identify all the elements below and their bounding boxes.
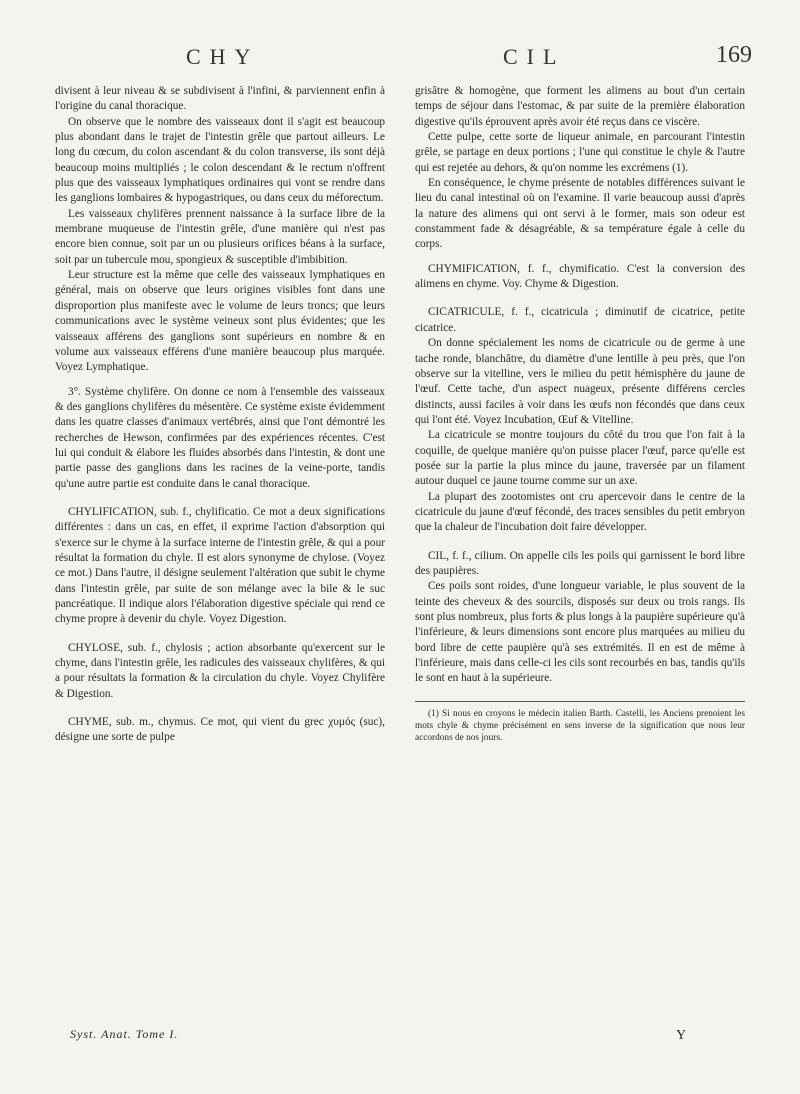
header-right: CIL [503, 44, 566, 69]
entry-cil: CIL, f. f., cilium. On appelle cils les poils qui garnissent le bord libre des paupières. [415, 549, 745, 577]
paragraph: Cette pulpe, cette sorte de liqueur animale, en parcourant l'intestin grêle, se partage en deux portions ; l'une qui constitue le chyle & l'autre qui est rejetée au dehors, & qu'on nomme les excrémens (1). [415, 131, 745, 174]
paragraph: En conséquence, le chyme présente de notables différences suivant le lieu du canal intestinal où on l'examine. Il varie beaucoup aussi d'après la nature des alimens qui ont servi à le former, mais son odeur est constamment fade & désagréable, & sa température égale à celle du corps. [415, 177, 745, 251]
left-column [55, 84, 385, 746]
footer-volume: Syst. Anat. Tome I. [70, 1027, 179, 1041]
paragraph: 3°. Système chylifère. On donne ce nom à l'ensemble des vaisseaux & des ganglions chylifères du mésentère. Ce système existe évidemment dans les quatre classes d'animaux vertébrés, ainsi que l'ont démontré les recherches de Hewson, confirmées par des expériences récentes. C'est lui qui conduit & élabore les fluides absorbés dans l'intestin, & dont une partie passe des ganglions dans les racines de la veine-porte, tandis qu'une autre partie est conduite dans le canal thoracique. [55, 385, 385, 490]
signature-mark: Y [676, 1028, 687, 1043]
entry-chymification: CHYMIFICATION, f. f., chymificatio. C'est la conversion des alimens en chyme. Voy. Chyme & Digestion. [415, 262, 745, 291]
paragraph: Les vaisseaux chylifères prennent naissance à la surface libre de la membrane muqueuse de l'intestin grêle, d'une manière qui n'est pas encore bien connue, soit par un ou plusieurs orifices béans à la surface, soit par un tubercule mou, spongieux & susceptible d'imbibition. [55, 207, 385, 266]
running-header [0, 44, 800, 80]
paragraph: On observe que le nombre des vaisseaux dont il s'agit est beaucoup plus abondant dans le trajet de l'intestin grêle que partout ailleurs. Le long du cœcum, du colon ascendant & du colon transverse, ils sont déjà beaucoup moins multipliés ; le colon descendant & le rectum n'offrent plus que des vaisseaux lymphatiques ordinaires qui vont se rendre dans les ganglions lombaires & hypogastriques, ou dans ceux du méforectum. [55, 115, 385, 205]
paragraph: Leur structure est la même que celle des vaisseaux lymphatiques en général, mais on observe que leurs origines visibles font dans une disproportion plus manifeste avec le volume de leurs troncs; que leurs communications avec le système veineux sont plus évidentes; que les vaisseaux afférens des ganglions sont supérieurs en nombre & en volume aux vaisseaux efférens d'une manière beaucoup plus marquée. Voyez Lymphatique. [55, 269, 385, 374]
footnote: (1) Si nous en croyons le médecin italien Barth. Castelli, les Anciens prenoient les mots chyle & chyme précisément en sens inverse de la signification que nous leur accordons de nos jours. [415, 708, 745, 743]
entry-chyme: CHYME, sub. m., chymus. Ce mot, qui vient du grec χυμός (suc), désigne une sorte de pulpe [55, 716, 385, 744]
header-left: CHY [186, 44, 260, 69]
entry-cicatricule: CICATRICULE, f. f., cicatricula ; diminutif de cicatrice, petite cicatrice. [415, 306, 745, 334]
footnote-rule [415, 701, 745, 702]
paragraph: Ces poils sont roides, d'une longueur variable, le plus souvent de la teinte des cheveux & des sourcils, disposés sur deux ou trois rangs. Ils sont plus nombreux, plus forts & plus longs à la paupière supérieure qu'à l'inférieure, & leurs dimensions sont encore plus marquées au milieu du bord libre de cette paupière qu'à ses extrémités. Il en est de même à l'inférieure, mais dans celle-ci les cils sont recourbés en bas, tandis qu'ils le sont en haut à la supérieure. [415, 580, 745, 685]
paragraph: grisâtre & homogène, que forment les alimens au bout d'un certain temps de séjour dans l'estomac, & par suite de la première élaboration digestive qu'ils éprouvent après avoir été reçus dans ce viscère. [415, 85, 745, 128]
paragraph: La plupart des zootomistes ont cru apercevoir dans le centre de la cicatricule du jaune d'œuf fécondé, des traces sensibles du petit embryon que la chaleur de l'incubation doit faire développer. [415, 490, 745, 534]
paragraph: divisent à leur niveau & se subdivisent à l'infini, & parviennent enfin à l'origine du canal thoracique. [55, 85, 385, 113]
entry-chylification: CHYLIFICATION, sub. f., chylificatio. Ce mot a deux significations différentes : dans un cas, en effet, il exprime l'action d'absorption qui s'exerce sur le chyme à la surface interne de l'intestin grêle, & qui a pour résultat la formation du chyle. Il est alors synonyme de chylose. (Voyez ce mot.) Dans l'autre, il désigne seulement l'altération que subit le chyme dans l'intestin grêle, par suite de son mélange avec la bile & le suc pancréatique. Il indique alors l'élaboration digestive spéciale qui rend ce chyme propre à devenir du chyle. Voyez Digestion. [55, 505, 386, 626]
right-column [415, 84, 745, 744]
paragraph: La cicatricule se montre toujours du côté du trou que l'on fait à la coquille, de quelque manière qu'on puisse placer l'œuf, parce qu'elle est posée sur la partie la plus mince du jaune, traversée par un filament autour duquel ce jaune tourne comme sur un axe. [415, 429, 745, 488]
entry-chylose: CHYLOSE, sub. f., chylosis ; action absorbante qu'exercent sur le chyme, dans l'intestin grêle, les radicules des vaisseaux chylifères, & qui a pour résultats la formation & la circulation du chyle. Voyez Chylifère & Digestion. [55, 641, 385, 700]
paragraph: On donne spécialement les noms de cicatricule ou de germe à une tache ronde, blanchâtre, du diamètre d'une lentille à peu près, que l'on observe sur la vitelline, vers le milieu du petit hémisphère du jaune de l'œuf. Cette tache, d'un aspect nuageux, présente différens cercles distincts, aussi faciles à voir dans les œufs non fécondés que dans ceux qui l'ont été. Voyez Incubation, Œuf & Vitelline. [415, 337, 745, 426]
page-number: 169 [716, 42, 752, 68]
